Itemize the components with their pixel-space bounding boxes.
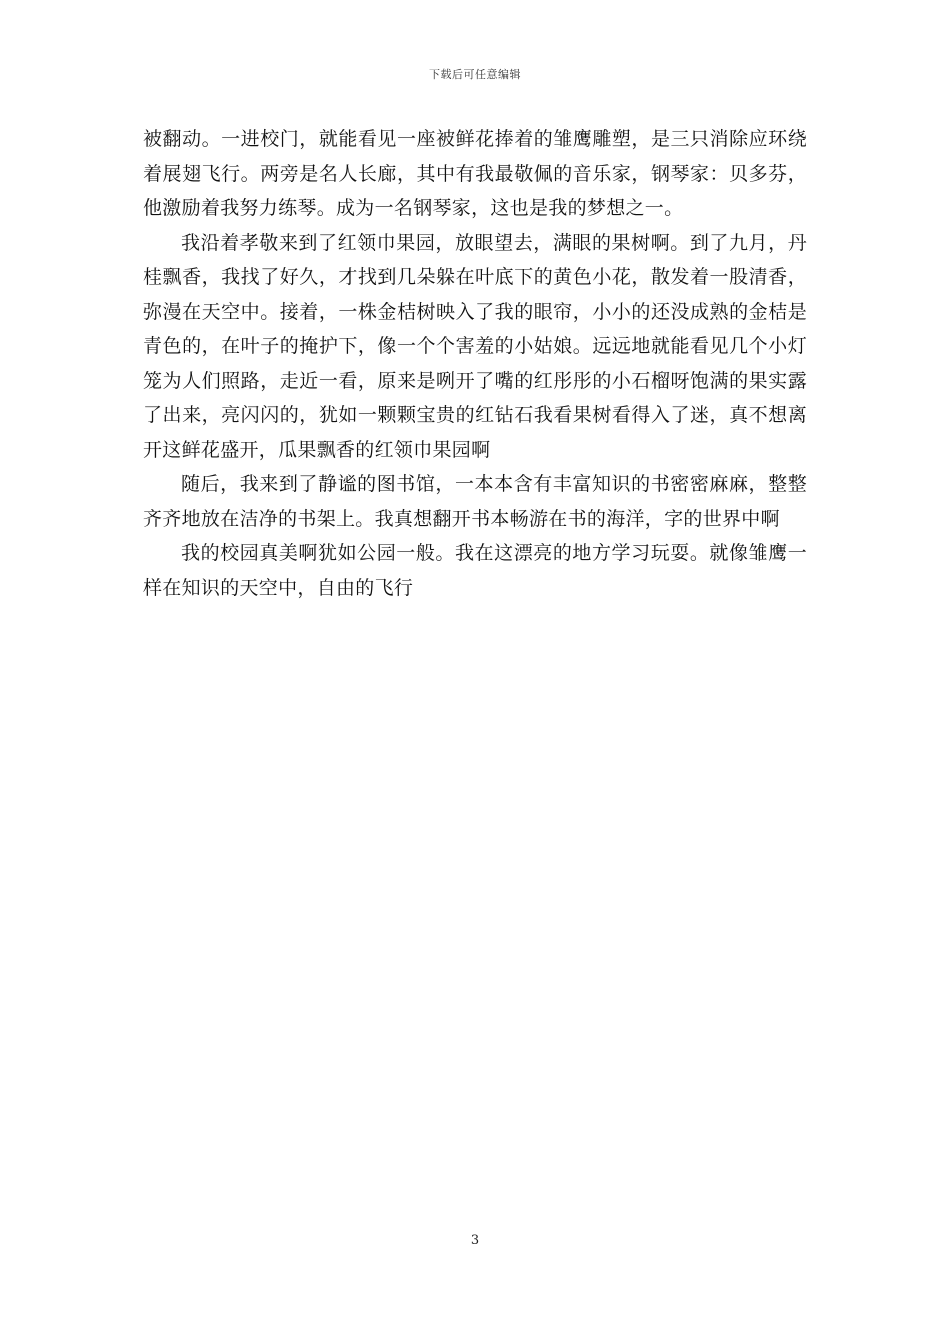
- paragraph-continued: 被翻动。一进校门，就能看见一座被鲜花捧着的雏鹰雕塑，是三只消除应环绕着展翅飞行。两旁是名人长廊，其中有我最敬佩的音乐家，钢琴家：贝多芬，他激励着我努力练琴。成为一名钢琴家，这也是我的梦想之一。: [143, 128, 807, 219]
- paragraph-conclusion: 我的校园真美啊犹如公园一般。我在这漂亮的地方学习玩耍。就像雏鹰一样在知识的天空中，自由的飞行: [143, 542, 807, 599]
- paragraph-library: 随后，我来到了静谧的图书馆，一本本含有丰富知识的书密密麻麻，整整齐齐地放在洁净的书架上。我真想翻开书本畅游在书的海洋，字的世界中啊: [143, 473, 807, 530]
- page-number: 3: [470, 1233, 480, 1248]
- paragraph-orchard: 我沿着孝敬来到了红领巾果园，放眼望去，满眼的果树啊。到了九月，丹桂飘香，我找了好久，才找到几朵躲在叶底下的黄色小花，散发着一股清香，弥漫在天空中。接着，一株金桔树映入了我的眼帘，小小的还没成熟的金桔是青色的，在叶子的掩护下，像一个个害羞的小姑娘。远远地就能看见几个小灯笼为人们照路，走近一看，原来是咧开了嘴的红彤彤的小石榴呀饱满的果实露了出来，亮闪闪的，犹如一颗颗宝贵的红钻石我看果树看得入了迷，真不想离开这鲜花盛开，瓜果飘香的红领巾果园啊: [143, 231, 807, 461]
- header-note: 下载后可任意编辑: [429, 68, 521, 81]
- body-text: [143, 122, 807, 605]
